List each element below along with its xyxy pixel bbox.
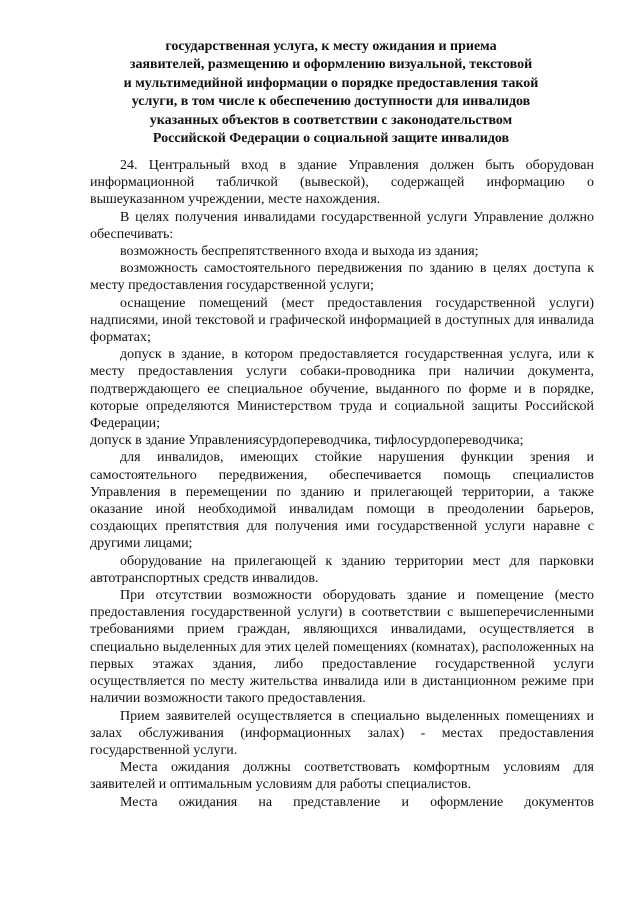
paragraph-alternative-reception: При отсутствии возможности оборудовать здание и помещение (место предоставления государственной услуги) в соответствии с вышеперечисленными требованиями прием граждан, являющихся инвалидами, осуществляется в специально выделенных для этих целей помещениях (комнатах), расположенных на первых этажах здания, либо предоставление государственной услуги осуществляется по месту жительства инвалида или в дистанционном режиме при наличии возможности такого предоставления.	[90, 588, 594, 707]
document-body	[90, 157, 594, 811]
heading-line: заявителей, размещению и оформлению визуальной, текстовой	[129, 57, 533, 73]
paragraph-parking: оборудование на прилегающей к зданию территории мест для парковки автотранспортных средств инвалидов.	[90, 553, 594, 586]
paragraph-entrance-signage: 24. Центральный вход в здание Управления должен быть оборудован информационной табличкой (вывеской), содержащей информацию о вышеуказанном учреждении, месте нахождения.	[90, 158, 594, 208]
heading-line: указанных объектов в соответствии с законодательством	[149, 112, 513, 128]
paragraph-interpreters: допуск в здание Управлениясурдопереводчика, тифлосурдопереводчика;	[90, 433, 524, 449]
heading-line: услуги, в том числе к обеспечению доступности для инвалидов	[131, 94, 531, 110]
section-heading	[60, 38, 602, 148]
heading-line: государственная услуга, к месту ожидания и приема	[165, 39, 497, 54]
paragraph-signage-formats: оснащение помещений (мест предоставления государственной услуги) надписями, иной текстовой и графической информацией в доступных для инвалида форматах;	[90, 295, 594, 346]
paragraph-entry-exit: возможность беспрепятственного входа и выхода из здания;	[120, 244, 479, 260]
paragraph-accessibility-intro: В целях получения инвалидами государственной услуги Управление должно обеспечивать:	[90, 209, 594, 242]
paragraph-movement: возможность самостоятельного передвижения по зданию в целях доступа к месту предоставления государственной услуги;	[90, 261, 594, 294]
paragraph-reception-halls: Прием заявителей осуществляется в специально выделенных помещениях и залах обслуживания (информационных залах) - местах предоставления государственной услуги.	[90, 708, 594, 758]
paragraph-waiting-areas: Места ожидания должны соответствовать комфортным условиям для заявителей и оптимальным условиям для работы специалистов.	[90, 760, 594, 793]
paragraph-guide-dog: допуск в здание, в котором предоставляется государственная услуга, или к месту предоставления услуги собаки-проводника при наличии документа, подтверждающего ее специальное обучение, выданного по форме и в порядке, которые определяются Министерством труда и социальной защиты Российской Федерации;	[90, 347, 594, 432]
heading-line: Российской Федерации о социальной защите инвалидов	[152, 131, 510, 147]
paragraph-waiting-documents: Места ожидания на представление и оформление документов	[120, 794, 594, 810]
heading-line: и мультимедийной информации о порядке предоставления такой	[123, 75, 539, 91]
paragraph-staff-assistance: для инвалидов, имеющих стойкие нарушения функции зрения и самостоятельного передвижения, обеспечивается помощь специалистов Управления в перемещении по зданию и прилегающей территории, а также оказание иной необходимой инвалидам помощи в преодолении барьеров, создающих препятствия для получения ими государственной услуги наравне с другими лицами;	[90, 450, 594, 552]
